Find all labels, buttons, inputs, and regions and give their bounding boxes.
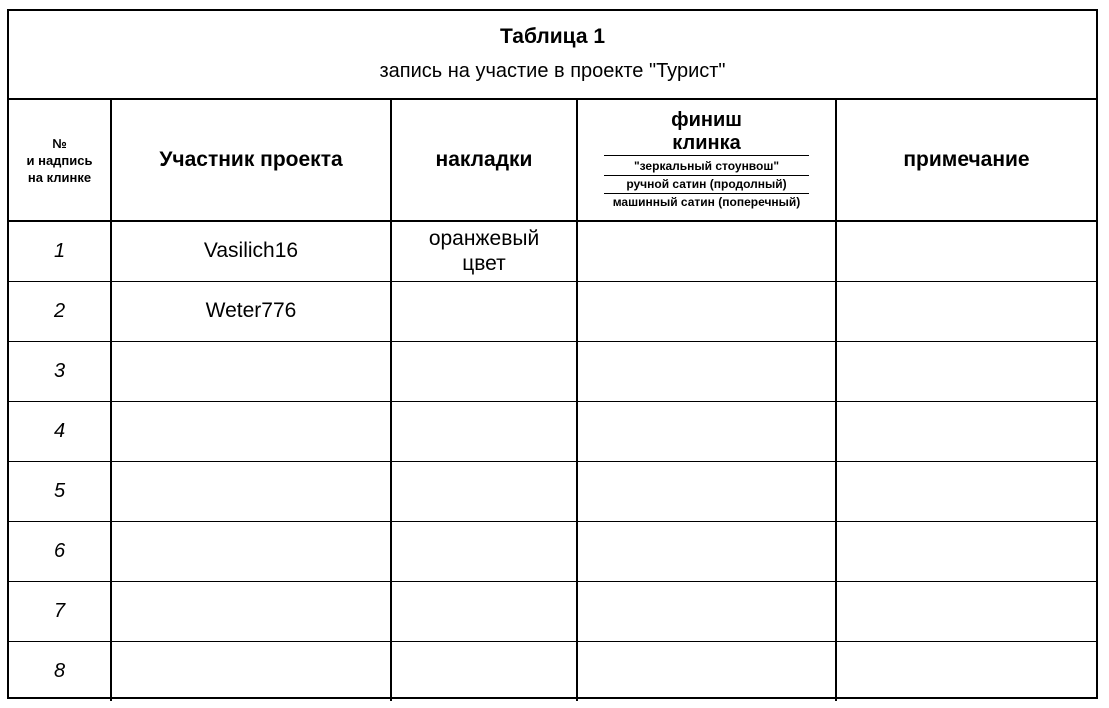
title-block <box>9 11 1096 100</box>
participant-cell <box>111 461 391 521</box>
table-row <box>9 461 1096 521</box>
note-cell <box>836 641 1096 701</box>
header-participant: Участник проекта <box>111 100 391 221</box>
row-number: 7 <box>9 581 111 641</box>
finish-cell <box>577 401 836 461</box>
finish-cell <box>577 521 836 581</box>
participant-cell: Vasilich16 <box>111 221 391 281</box>
note-cell <box>836 221 1096 281</box>
header-number-line2: и надпись <box>26 152 93 168</box>
finish-cell <box>577 641 836 701</box>
pads-cell <box>391 581 577 641</box>
participant-cell <box>111 521 391 581</box>
finish-option-machine-satin: машинный сатин (поперечный) <box>612 195 801 209</box>
pads-cell <box>391 401 577 461</box>
header-note: примечание <box>836 100 1096 221</box>
table-row <box>9 641 1096 701</box>
row-number: 3 <box>9 341 111 401</box>
finish-cell <box>577 281 836 341</box>
row-number: 1 <box>9 221 111 281</box>
table-subtitle: запись на участие в проекте "Турист" <box>379 60 726 82</box>
pads-line2: цвет <box>462 252 506 276</box>
row-number: 2 <box>9 281 111 341</box>
finish-cell <box>577 581 836 641</box>
row-number: 5 <box>9 461 111 521</box>
finish-cell <box>577 221 836 281</box>
note-cell <box>836 521 1096 581</box>
finish-option-mirror-stonewash: "зеркальный стоунвош" <box>604 158 809 176</box>
pads-cell <box>391 641 577 701</box>
header-row <box>9 100 1096 221</box>
table-row <box>9 281 1096 341</box>
participant-cell <box>111 341 391 401</box>
pads-cell <box>391 341 577 401</box>
note-cell <box>836 461 1096 521</box>
header-number <box>9 100 111 221</box>
table-row <box>9 521 1096 581</box>
note-cell <box>836 581 1096 641</box>
finish-option-hand-satin: ручной сатин (продолный) <box>604 176 809 194</box>
table-row <box>9 221 1096 281</box>
participant-cell: Weter776 <box>111 281 391 341</box>
header-finish-line2: клинка <box>604 131 809 156</box>
finish-cell <box>577 461 836 521</box>
row-number: 8 <box>9 641 111 701</box>
header-number-line3: на клинке <box>27 169 92 185</box>
header-finish-line1: финиш <box>671 109 742 131</box>
pads-cell <box>391 221 577 281</box>
table-title: Таблица 1 <box>499 25 606 48</box>
row-number: 4 <box>9 401 111 461</box>
participant-cell <box>111 641 391 701</box>
header-finish <box>577 100 836 221</box>
table-row <box>9 401 1096 461</box>
participant-cell <box>111 401 391 461</box>
participant-cell <box>111 581 391 641</box>
header-pads: накладки <box>391 100 577 221</box>
pads-cell <box>391 461 577 521</box>
note-cell <box>836 281 1096 341</box>
pads-cell <box>391 521 577 581</box>
header-number-line1: № <box>52 135 67 151</box>
finish-cell <box>577 341 836 401</box>
row-number: 6 <box>9 521 111 581</box>
note-cell <box>836 341 1096 401</box>
pads-line1: оранжевый <box>428 227 540 251</box>
note-cell <box>836 401 1096 461</box>
registration-table <box>9 100 1096 701</box>
pads-cell <box>391 281 577 341</box>
registration-sheet <box>7 9 1098 699</box>
table-row <box>9 581 1096 641</box>
table-row <box>9 341 1096 401</box>
